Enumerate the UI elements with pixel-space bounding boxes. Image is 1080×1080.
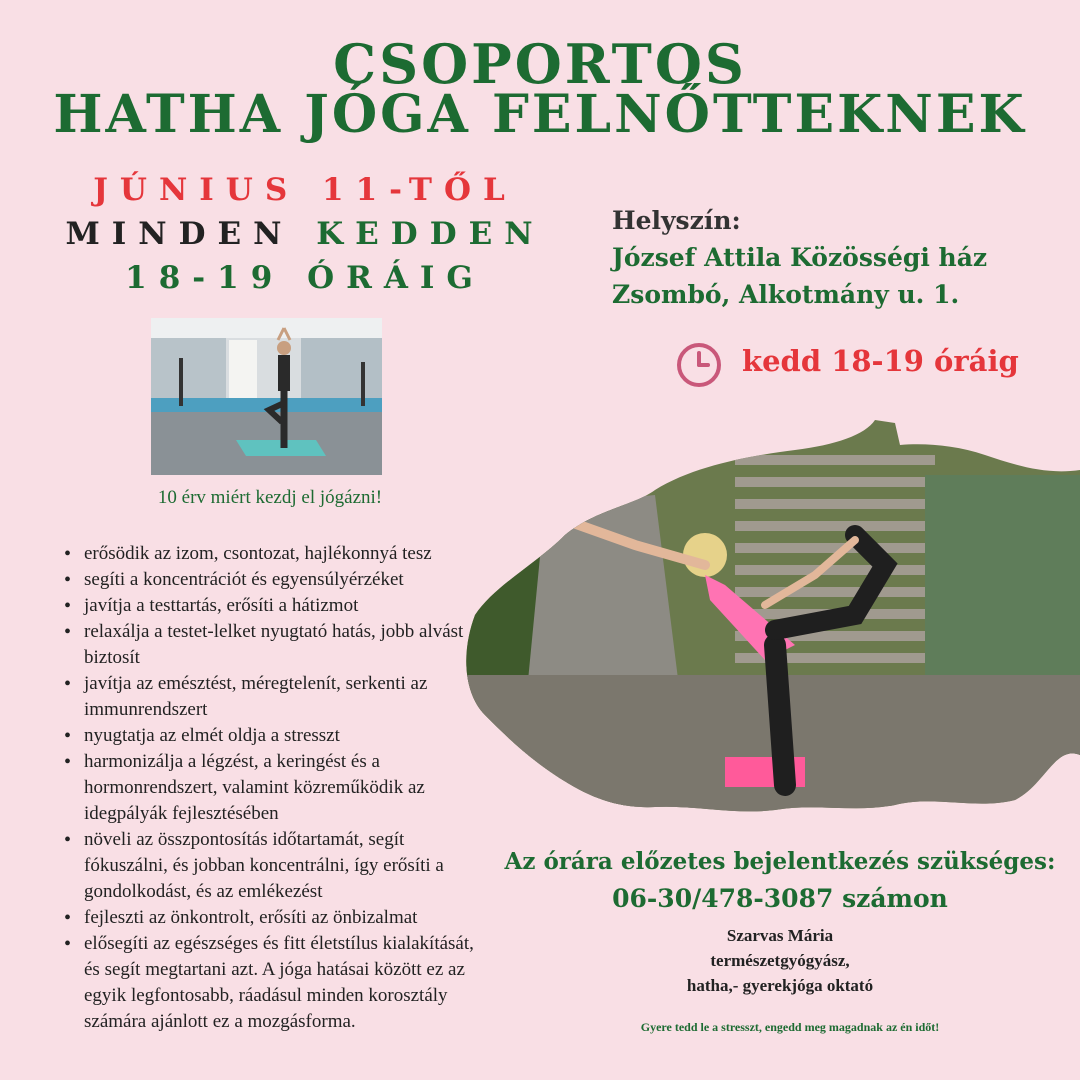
list-item: • nyugtatja az elmét oldja a stresszt: [64, 723, 484, 749]
slogan: Gyere tedd le a stresszt, engedd meg magadnak az én időt!: [640, 1020, 940, 1034]
clock-icon: [675, 341, 723, 389]
list-item: • relaxálja a testet-lelket nyugtató hatás, jobb alvást biztosít: [64, 619, 484, 671]
venue-address: Zsombó, Alkotmány u. 1.: [612, 280, 960, 309]
every-word: MINDEN: [65, 216, 294, 252]
instructor-info: [540, 923, 1020, 998]
instructor-role-2: hatha,- gyerekjóga oktató: [686, 976, 874, 995]
day-word: KEDDEN: [316, 216, 545, 252]
title-line-1: CSOPORTOS: [333, 32, 747, 96]
weekday-line: [40, 216, 570, 252]
venue-name: József Attila Közösségi ház: [612, 243, 988, 272]
instructor-role-1: természetgyógyász,: [710, 951, 850, 970]
list-item: • segíti a koncentrációt és egyensúlyérzéket: [64, 567, 484, 593]
studio-yoga-photo: [151, 318, 382, 475]
outdoor-yoga-photo: [455, 415, 1080, 815]
location-label: Helyszín:: [612, 206, 741, 235]
list-item: • javítja a testtartás, erősíti a hátizmot: [64, 593, 484, 619]
list-item: • növeli az összpontosítás időtartamát, segít fókuszálni, és jobban koncentrálni, így erősíti a gondolkodást, és az emlékezést: [64, 827, 484, 905]
time-badge-text: kedd 18-19 óráig: [742, 344, 1019, 378]
start-date: JÚNIUS 11-TŐL: [93, 172, 517, 208]
hours-line: 18-19 ÓRÁIG: [125, 260, 485, 296]
location-block: [612, 202, 987, 313]
list-item: • elősegíti az egészséges és fitt életstílus kialakítását, és segít megtartani azt. A jóga hatásai között ez az egyik legfontosabb, ráadásul minden korosztály számára ajánlott ez a mozgásforma.: [64, 931, 484, 1035]
reasons-title: 10 érv miért kezdj el jógázni!: [157, 487, 383, 508]
list-item: • erősödik az izom, csontozat, hajlékonnyá tesz: [64, 541, 484, 567]
list-item: • javítja az emésztést, méregtelenít, serkenti az immunrendszert: [64, 671, 484, 723]
instructor-name: Szarvas Mária: [726, 926, 834, 945]
phone-number: 06-30/478-3087 számon: [612, 884, 948, 913]
list-item: • fejleszti az önkontrolt, erősíti az önbizalmat: [64, 905, 484, 931]
reasons-list: [64, 541, 484, 1035]
list-item: • harmonizálja a légzést, a keringést és a hormonrendszert, valamint közreműködik az idegpályák fejlesztésében: [64, 749, 484, 827]
registration-notice: Az órára előzetes bejelentkezés szükséges:: [504, 848, 1056, 875]
title-line-2: HATHA JÓGA FELNŐTTEKNEK: [53, 84, 1027, 145]
